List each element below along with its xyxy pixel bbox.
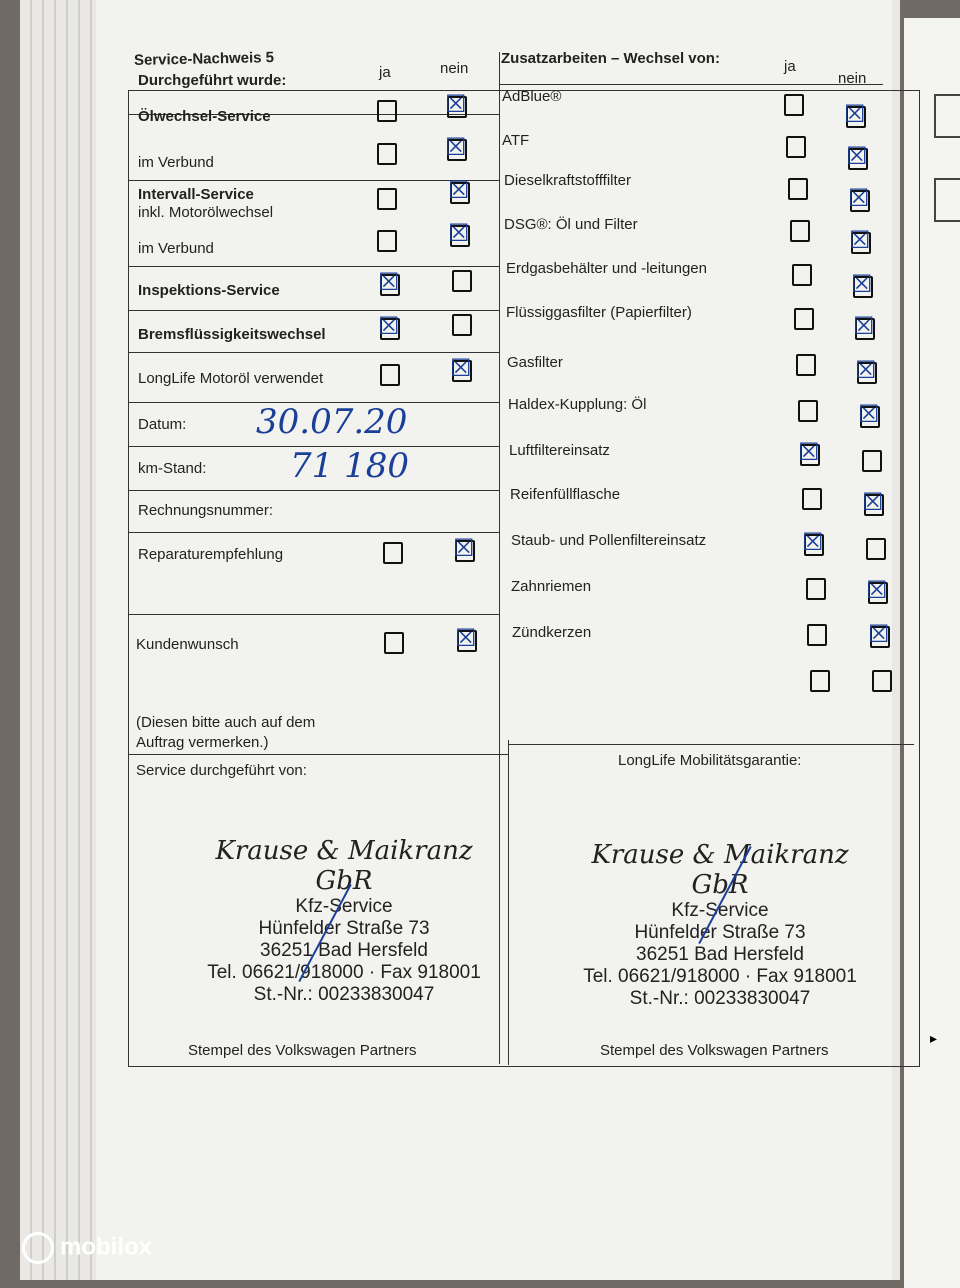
row-bremsfluessigkeit-label: Bremsflüssigkeitswechsel: [138, 326, 326, 343]
zusatz-row-label: Erdgasbehälter und -leitungen: [506, 260, 707, 277]
bremsfluessigkeit-nein-checkbox[interactable]: [452, 314, 472, 336]
kundenwunsch-ja-checkbox[interactable]: [384, 632, 404, 654]
row-intervall-verbund-label: im Verbund: [138, 240, 214, 257]
stamp-right: Krause & Maikranz GbR Kfz-Service Hünfelder Straße 73 36251 Bad Hersfeld Tel. 06621/918000 · Fax 918001 St.-Nr.: 00233830047: [583, 840, 857, 1009]
zusatz-fluessiggas-nein-checkbox[interactable]: ☒: [853, 312, 875, 340]
zusatz-atf-nein-checkbox[interactable]: ☒: [846, 142, 868, 170]
zusatz-row-label: Zahnriemen: [511, 578, 592, 595]
zusatz-zuendkerzen-ja-checkbox[interactable]: [807, 624, 827, 646]
page-arrow-icon: ▸: [930, 1030, 938, 1046]
form-title: Service-Nachweis 5: [133, 49, 275, 69]
zusatz-row-label: Reifenfüllflasche: [510, 486, 621, 503]
service-record-form: [124, 40, 934, 1070]
kundenwunsch-label: Kundenwunsch: [136, 636, 239, 653]
zusatz-row-label: Zündkerzen: [512, 624, 592, 641]
zusatz-gasfilter-nein-checkbox[interactable]: ☒: [855, 356, 877, 384]
stamp-left: Krause & Maikranz GbR Kfz-Service Hünfelder Straße 73 36251 Bad Hersfeld Tel. 06621/918000 · Fax 918001 St.-Nr.: 00233830047: [207, 836, 481, 1005]
note-line-2: Auftrag vermerken.): [136, 734, 269, 751]
zusatz-atf-ja-checkbox[interactable]: [786, 136, 806, 158]
longlife-guarantee-label: LongLife Mobilitätsgarantie:: [618, 752, 802, 769]
watermark: mobilox: [22, 1232, 152, 1264]
longlife-ja-checkbox[interactable]: [380, 364, 400, 386]
datum-label: Datum:: [138, 416, 187, 433]
zusatz-haldex-ja-checkbox[interactable]: [798, 400, 818, 422]
inspektion-nein-checkbox[interactable]: [452, 270, 472, 292]
service-by-label: Service durchgeführt von:: [136, 762, 307, 779]
zusatz-adblue-nein-checkbox[interactable]: ☒: [844, 100, 866, 128]
zusatz-dsg-nein-checkbox[interactable]: ☒: [849, 226, 871, 254]
reparatur-nein-checkbox[interactable]: ☒: [453, 534, 475, 562]
zusatz-row-label: ATF: [502, 132, 530, 149]
zusatz-adblue-ja-checkbox[interactable]: [784, 94, 804, 116]
datum-value: 30.07.20: [256, 402, 408, 442]
inspektion-ja-checkbox[interactable]: ☒: [378, 268, 400, 296]
oel-verbund-ja-checkbox[interactable]: [377, 143, 397, 165]
stamp-caption-right: Stempel des Volkswagen Partners: [600, 1042, 829, 1059]
zusatz-blank-nein-checkbox[interactable]: [872, 670, 892, 692]
zusatz-row-label: Gasfilter: [507, 354, 563, 371]
intervall-ja-checkbox[interactable]: [377, 188, 397, 210]
zusatz-row-label: Haldex-Kupplung: Öl: [508, 396, 647, 413]
kundenwunsch-nein-checkbox[interactable]: ☒: [455, 624, 477, 652]
zusatz-pollen-ja-checkbox[interactable]: ☒: [802, 528, 824, 556]
oel-verbund-nein-checkbox[interactable]: ☒: [445, 133, 467, 161]
zusatz-diesel-ja-checkbox[interactable]: [788, 178, 808, 200]
zusatz-row-label: Flüssiggasfilter (Papierfilter): [506, 304, 692, 321]
zusatz-pollen-nein-checkbox[interactable]: [866, 538, 886, 560]
mobilox-logo-icon: [22, 1232, 54, 1264]
zusatz-luftfilter-nein-checkbox[interactable]: [862, 450, 882, 472]
row-oel-verbund-label: im Verbund: [138, 154, 214, 171]
bremsfluessigkeit-ja-checkbox[interactable]: ☒: [378, 312, 400, 340]
row-inspektion-label: Inspektions-Service: [138, 282, 280, 299]
zusatz-gasfilter-ja-checkbox[interactable]: [796, 354, 816, 376]
reparaturempfehlung-label: Reparaturempfehlung: [138, 546, 284, 563]
note-line-1: (Diesen bitte auch auf dem: [136, 714, 316, 731]
zusatz-reifen-ja-checkbox[interactable]: [802, 488, 822, 510]
intervall-verbund-ja-checkbox[interactable]: [377, 230, 397, 252]
zusatz-erdgas-nein-checkbox[interactable]: ☒: [851, 270, 873, 298]
km-stand-value: 71 180: [290, 446, 409, 486]
right-header: Zusatzarbeiten – Wechsel von:: [501, 50, 720, 67]
zusatz-row-label: Dieselkraftstofffilter: [504, 172, 631, 189]
right-col-nein: nein: [838, 70, 867, 87]
zusatz-haldex-nein-checkbox[interactable]: ☒: [858, 400, 880, 428]
km-stand-label: km-Stand:: [138, 460, 207, 477]
zusatz-fluessiggas-ja-checkbox[interactable]: [794, 308, 814, 330]
oelwechsel-ja-checkbox[interactable]: [377, 100, 397, 122]
zusatz-diesel-nein-checkbox[interactable]: ☒: [848, 184, 870, 212]
intervall-nein-checkbox[interactable]: ☒: [448, 176, 470, 204]
row-intervall-label: Intervall-Service: [138, 186, 254, 203]
rechnungsnummer-label: Rechnungsnummer:: [138, 502, 274, 519]
intervall-verbund-nein-checkbox[interactable]: ☒: [448, 219, 470, 247]
zusatz-blank-ja-checkbox[interactable]: [810, 670, 830, 692]
longlife-nein-checkbox[interactable]: ☒: [450, 354, 472, 382]
zusatz-zahnriemen-nein-checkbox[interactable]: ☒: [866, 576, 888, 604]
stamp-caption-left: Stempel des Volkswagen Partners: [188, 1042, 417, 1059]
reparatur-ja-checkbox[interactable]: [383, 542, 403, 564]
zusatz-row-label: Luftfiltereinsatz: [509, 442, 610, 459]
zusatz-dsg-ja-checkbox[interactable]: [790, 220, 810, 242]
zusatz-luftfilter-ja-checkbox[interactable]: ☒: [798, 438, 820, 466]
zusatz-erdgas-ja-checkbox[interactable]: [792, 264, 812, 286]
zusatz-reifen-nein-checkbox[interactable]: ☒: [862, 488, 884, 516]
zusatz-row-label: Staub- und Pollenfiltereinsatz: [511, 532, 707, 549]
zusatz-row-label: AdBlue®: [502, 88, 562, 105]
left-header: Durchgeführt wurde:: [138, 72, 287, 89]
row-intervall-sublabel: inkl. Motorölwechsel: [138, 204, 274, 221]
left-col-nein: nein: [440, 60, 469, 77]
oelwechsel-nein-checkbox[interactable]: ☒: [445, 90, 467, 118]
zusatz-zahnriemen-ja-checkbox[interactable]: [806, 578, 826, 600]
row-oelwechsel-label: Ölwechsel-Service: [138, 108, 271, 125]
left-col-ja: ja: [379, 64, 391, 81]
right-col-ja: ja: [784, 58, 796, 75]
zusatz-row-label: DSG®: Öl und Filter: [504, 216, 638, 233]
row-longlife-label: LongLife Motoröl verwendet: [138, 370, 324, 387]
zusatz-zuendkerzen-nein-checkbox[interactable]: ☒: [868, 620, 890, 648]
